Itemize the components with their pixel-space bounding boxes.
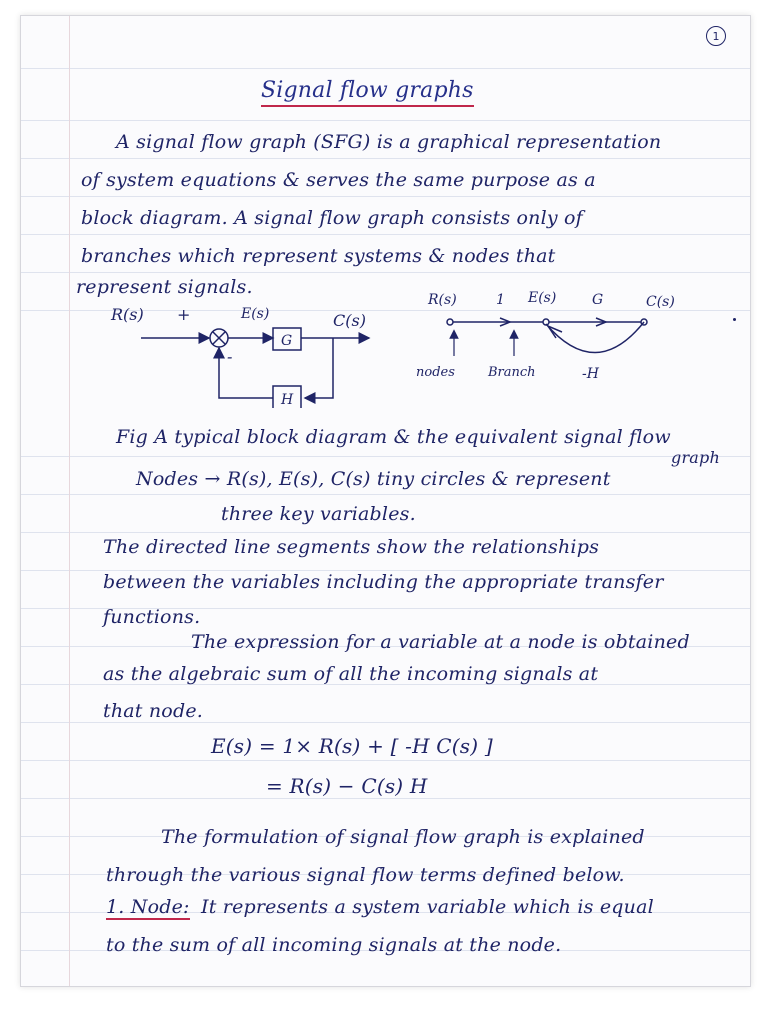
ruled-line xyxy=(21,798,750,799)
ruled-line xyxy=(21,196,750,197)
bd-output-label: C(s) xyxy=(333,311,366,330)
text-line: branches which represent systems & nodes that xyxy=(81,245,556,267)
text-line: block diagram. A signal flow graph consists only of xyxy=(81,207,583,229)
ink-dot xyxy=(733,318,736,321)
text-line: that node. xyxy=(103,700,203,722)
bd-feedback-path xyxy=(305,338,333,398)
text-line: to the sum of all incoming signals at the node. xyxy=(106,934,562,956)
sfg-node1-label: R(s) xyxy=(428,292,457,308)
notebook-page xyxy=(20,15,751,987)
sfg-nodes-label: nodes xyxy=(416,365,455,380)
text-line: through the various signal flow terms defined below. xyxy=(106,864,625,886)
ruled-line xyxy=(21,456,750,457)
page-title: Signal flow graphs xyxy=(261,78,474,107)
bd-input-label: R(s) xyxy=(111,305,144,324)
bd-plus-sign: + xyxy=(177,305,191,324)
block-diagram xyxy=(101,298,401,408)
bd-error-label: E(s) xyxy=(241,306,270,322)
ruled-line xyxy=(21,272,750,273)
sfg-node-r xyxy=(447,319,453,325)
text-line: A signal flow graph (SFG) is a graphical representation xyxy=(116,131,662,153)
equation-line: E(s) = 1× R(s) + [ -H C(s) ] xyxy=(211,734,493,758)
text-line: graph xyxy=(671,448,720,467)
ruled-line xyxy=(21,68,750,69)
ruled-line xyxy=(21,722,750,723)
ruled-line xyxy=(21,760,750,761)
ruled-line xyxy=(21,494,750,495)
sfg-feedback-label: -H xyxy=(582,366,599,382)
page-number: 1 xyxy=(706,26,726,46)
text-line: The directed line segments show the relationships xyxy=(103,536,600,558)
text-line: Fig A typical block diagram & the equivalent signal flow xyxy=(116,426,671,448)
margin-line xyxy=(69,16,70,986)
text-line: as the algebraic sum of all the incoming signals at xyxy=(103,663,599,685)
text-line: The expression for a variable at a node is obtained xyxy=(191,631,690,653)
sfg-branch-label: Branch xyxy=(488,365,536,380)
ruled-line xyxy=(21,532,750,533)
sfg-node3-label: C(s) xyxy=(646,294,675,310)
text-line: represent signals. xyxy=(76,276,253,298)
bd-forward-label: G xyxy=(281,333,293,349)
ruled-line xyxy=(21,120,750,121)
sfg-gain1-label: 1 xyxy=(496,292,505,308)
text-line: Nodes → R(s), E(s), C(s) tiny circles & represent xyxy=(136,468,611,490)
ruled-line xyxy=(21,234,750,235)
signal-flow-graph xyxy=(406,282,726,382)
node-term: 1. Node: xyxy=(106,896,190,918)
text-line: functions. xyxy=(103,606,201,628)
bd-feedback-label: H xyxy=(281,392,294,408)
text-line: between the variables including the appropriate transfer xyxy=(103,571,664,593)
sfg-feedback-arc xyxy=(546,322,644,353)
sfg-gain2-label: G xyxy=(592,292,604,308)
text-line: three key variables. xyxy=(221,503,416,525)
bd-minus-sign: - xyxy=(227,347,233,366)
text-line: It represents a system variable which is equal xyxy=(201,896,654,918)
sfg-node2-label: E(s) xyxy=(528,290,557,306)
text-line: of system equations & serves the same purpose as a xyxy=(81,169,596,191)
text-line: The formulation of signal flow graph is explained xyxy=(161,826,645,848)
equation-line: = R(s) − C(s) H xyxy=(266,774,428,798)
ruled-line xyxy=(21,158,750,159)
